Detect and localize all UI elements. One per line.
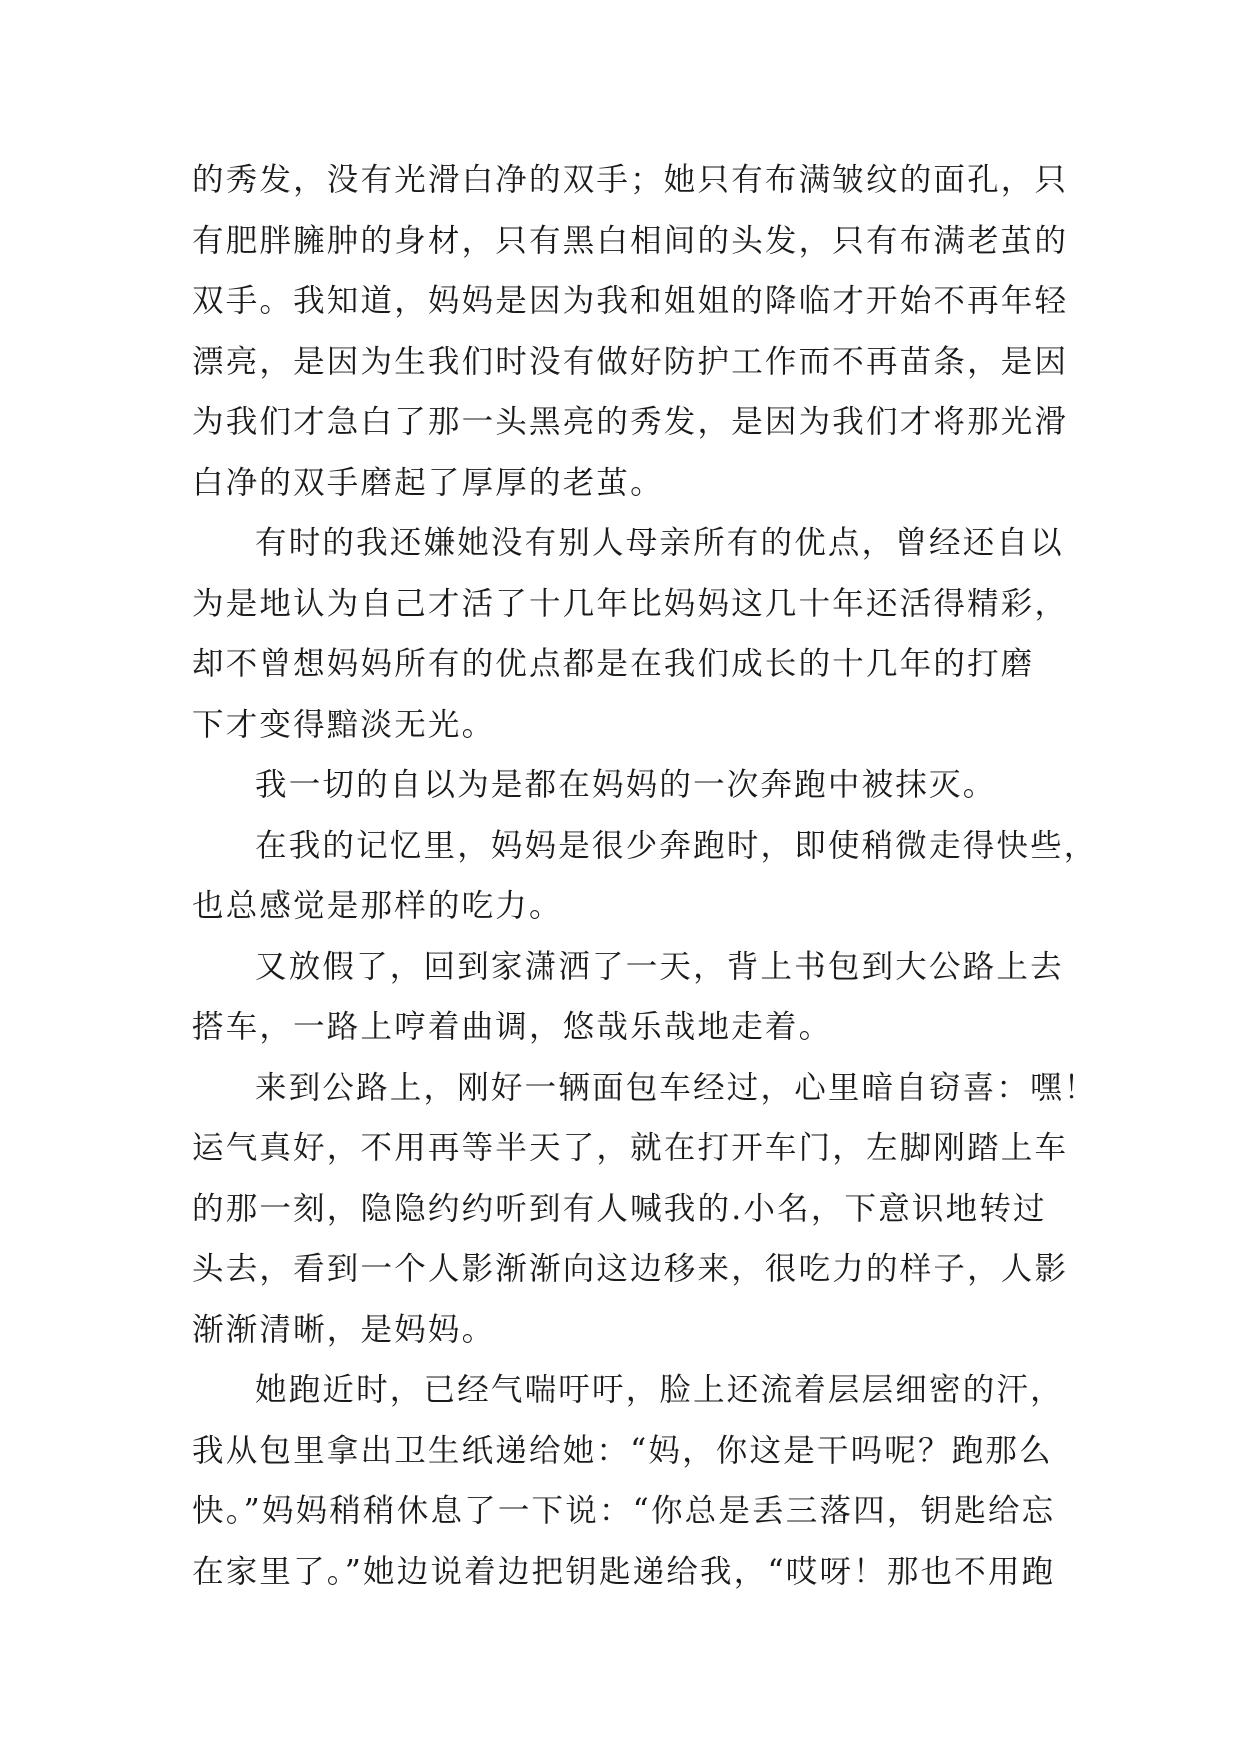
text-line: 漂亮，是因为生我们时没有做好防护工作而不再苗条，是因 bbox=[192, 343, 1069, 380]
text-line: 搭车，一路上哼着曲调，悠哉乐哉地走着。 bbox=[192, 1009, 833, 1045]
text-line: 有时的我还嫌她没有别人母亲所有的优点，曾经还自以 bbox=[255, 525, 1064, 561]
body-text bbox=[192, 150, 1098, 1602]
text-line: 她跑近时，已经气喘吁吁，脸上还流着层层细密的汗， bbox=[255, 1372, 1064, 1408]
text-line: 却不曾想妈妈所有的优点都是在我们成长的十几年的打磨 bbox=[192, 646, 1035, 682]
text-line: 的那一刻，隐隐约约听到有人喊我的.小名，下意识地转过 bbox=[192, 1190, 1047, 1227]
text-line: 头去，看到一个人影渐渐向这边移来，很吃力的样子，人影 bbox=[192, 1251, 1069, 1287]
text-line: 的秀发，没有光滑白净的双手；她只有布满皱纹的面孔，只 bbox=[192, 162, 1069, 198]
text-line: 也总感觉是那样的吃力。 bbox=[192, 888, 563, 924]
text-line: 我从包里拿出卫生纸递给她：“妈，你这是干吗呢？跑那么 bbox=[192, 1432, 1053, 1469]
text-line: 双手。我知道，妈妈是因为我和姐姐的降临才开始不再年轻 bbox=[192, 283, 1069, 319]
text-line: 快。”妈妈稍稍休息了一下说：“你总是丢三落四，钥匙给忘 bbox=[192, 1493, 1056, 1529]
text-line: 我一切的自以为是都在妈妈的一次奔跑中被抹灭。 bbox=[255, 767, 997, 803]
text-line: 白净的双手磨起了厚厚的老茧。 bbox=[192, 464, 664, 501]
text-line: 为是地认为自己才活了十几年比妈妈这几十年还活得精彩， bbox=[192, 585, 1069, 622]
text-line: 来到公路上，刚好一辆面包车经过，心里暗自窃喜：嘿！ bbox=[255, 1069, 1098, 1106]
text-line: 在家里了。”她边说着边把钥匙递给我，“哎呀！那也不用跑 bbox=[192, 1553, 1056, 1590]
text-line: 下才变得黯淡无光。 bbox=[192, 706, 496, 743]
text-line: 运气真好，不用再等半天了，就在打开车门，左脚刚踏上车 bbox=[192, 1130, 1069, 1166]
text-line: 渐渐清晰，是妈妈。 bbox=[192, 1311, 496, 1348]
text-line: 在我的记忆里，妈妈是很少奔跑时，即使稍微走得快些， bbox=[255, 827, 1098, 864]
text-line: 为我们才急白了那一头黑亮的秀发，是因为我们才将那光滑 bbox=[192, 404, 1069, 440]
text-line: 又放假了，回到家潇洒了一天，背上书包到大公路上去 bbox=[255, 948, 1064, 985]
text-line: 有肥胖臃肿的身材，只有黑白相间的头发，只有布满老茧的 bbox=[192, 222, 1069, 259]
